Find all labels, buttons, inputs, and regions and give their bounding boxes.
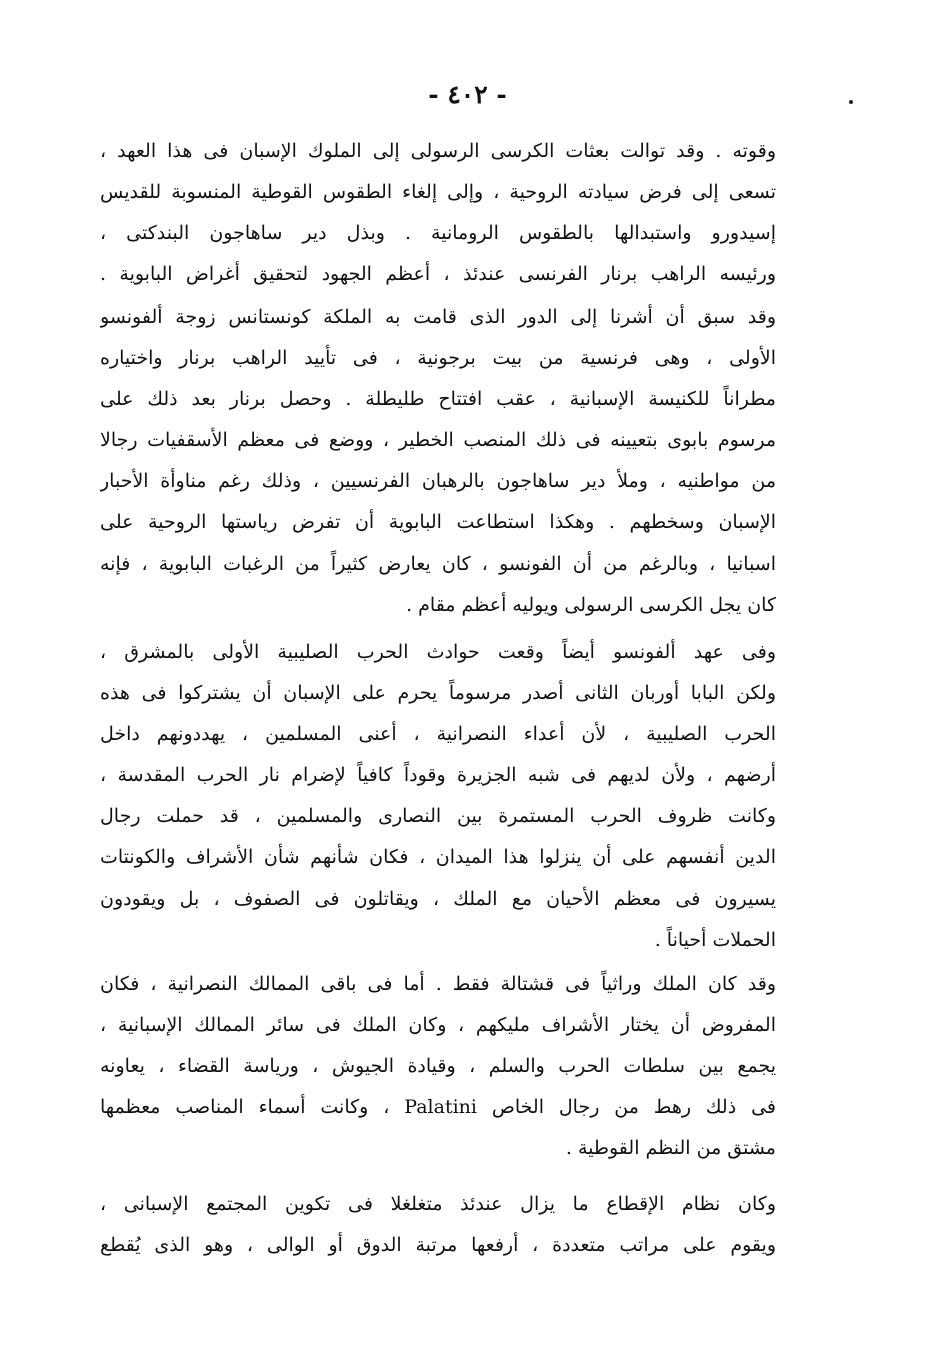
text-line: ولكن البابا أوربان الثانى أصدر مرسوماً يحرم على الإسبان أن يشتركوا فى هذه	[100, 682, 776, 705]
text-line: يجمع بين سلطات الحرب والسلم ، وقيادة الجيوش ، ورياسة القضاء ، يعاونه	[100, 1055, 776, 1078]
text-line: ورئيسه الراهب برنار الفرنسى عندئذ ، أعظم الجهود لتحقيق أغراض البابوية .	[100, 263, 776, 286]
text-line: المفروض أن يختار الأشراف مليكهم ، وكان الملك فى سائر الممالك الإسبانية ،	[100, 1014, 776, 1037]
text-line: من مواطنيه ، وملأ دير ساهاجون بالرهبان الفرنسيين ، وذلك رغم مناوأة الأحبار	[100, 470, 776, 493]
text-line: أرضهم ، ولأن لديهم فى شبه الجزيرة وقوداً كافياً لإضرام نار الحرب المقدسة ،	[100, 764, 776, 787]
text-line: الحملات أحياناً .	[654, 928, 776, 951]
text-line: اسبانيا ، وبالرغم من أن الفونسو ، كان يعارض كثيراً من الرغبات البابوية ، فإنه	[100, 552, 776, 575]
text-line: ويقوم على مراتب متعددة ، أرفعها مرتبة الدوق أو الوالى ، وهو الذى يُقطع	[100, 1234, 776, 1257]
text-line: وكان نظام الإقطاع ما يزال عندئذ متغلغلا فى تكوين المجتمع الإسبانى ،	[100, 1193, 776, 1215]
text-line: يسيرون فى معظم الأحيان مع الملك ، ويقاتلون فى الصفوف ، بل ويقودون	[100, 887, 776, 910]
text-line: وقد كان الملك وراثياً فى قشتالة فقط . أما فى باقى الممالك النصرانية ، فكان	[100, 973, 776, 995]
text-line: تسعى إلى فرض سيادته الروحية ، وإلى إلغاء الطقوس القوطية المنسوبة للقديس	[100, 181, 776, 204]
text-line: وقوته . وقد توالت بعثات الكرسى الرسولى إلى الملوك الإسبان فى هذا العهد ،	[100, 140, 776, 162]
paragraph-2	[100, 297, 776, 626]
text-line: الحرب الصليبية ، لأن أعداء النصرانية ، أعنى المسلمين ، يهددونهم داخل	[100, 723, 776, 746]
text-line: وفى عهد ألفونسو أيضاً وقعت حوادث الحرب الصليبية الأولى بالمشرق ،	[100, 641, 776, 663]
text-line: الإسبان وسخطهم . وهكذا استطاعت البابوية أن تفرض رياستها الروحية على	[100, 511, 776, 534]
paragraph-5	[100, 1184, 776, 1266]
text-line: وقد سبق أن أشرنا إلى الدور الذى قامت به الملكة كونستانس زوجة ألفونسو	[100, 306, 776, 328]
paragraph-3	[100, 632, 776, 961]
text-line: الأولى ، وهى فرنسية من بيت برجونية ، فى تأييد الراهب برنار واختياره	[100, 347, 776, 370]
paragraph-1	[100, 131, 776, 295]
text-line: كان يجل الكرسى الرسولى ويوليه أعظم مقام .	[406, 593, 776, 616]
text-line: مطراناً للكنيسة الإسبانية ، عقب افتتاح طليطلة . وحصل برنار بعد ذلك على	[100, 388, 776, 411]
text-line: الدين أنفسهم على أن ينزلوا هذا الميدان ، فكان شأنهم شأن الأشراف والكونتات	[100, 846, 776, 869]
page-number: - ٤٠٢ -	[428, 80, 507, 109]
text-line: مشتق من النظم القوطية .	[565, 1137, 776, 1160]
text-line: فى ذلك رهط من رجال الخاص Palatini ، وكانت أسماء المناصب معظمها	[100, 1096, 776, 1119]
paragraph-4	[100, 964, 776, 1169]
text-line: وكانت ظروف الحرب المستمرة بين النصارى والمسلمين ، قد حملت رجال	[100, 805, 776, 828]
text-line: إسيدورو واستبدالها بالطقوس الرومانية . وبذل دير ساهاجون البندكتى ،	[100, 222, 776, 245]
text-line: مرسوم بابوى بتعيينه فى ذلك المنصب الخطير ، ووضع فى معظم الأسقفيات رجالا	[100, 429, 776, 452]
